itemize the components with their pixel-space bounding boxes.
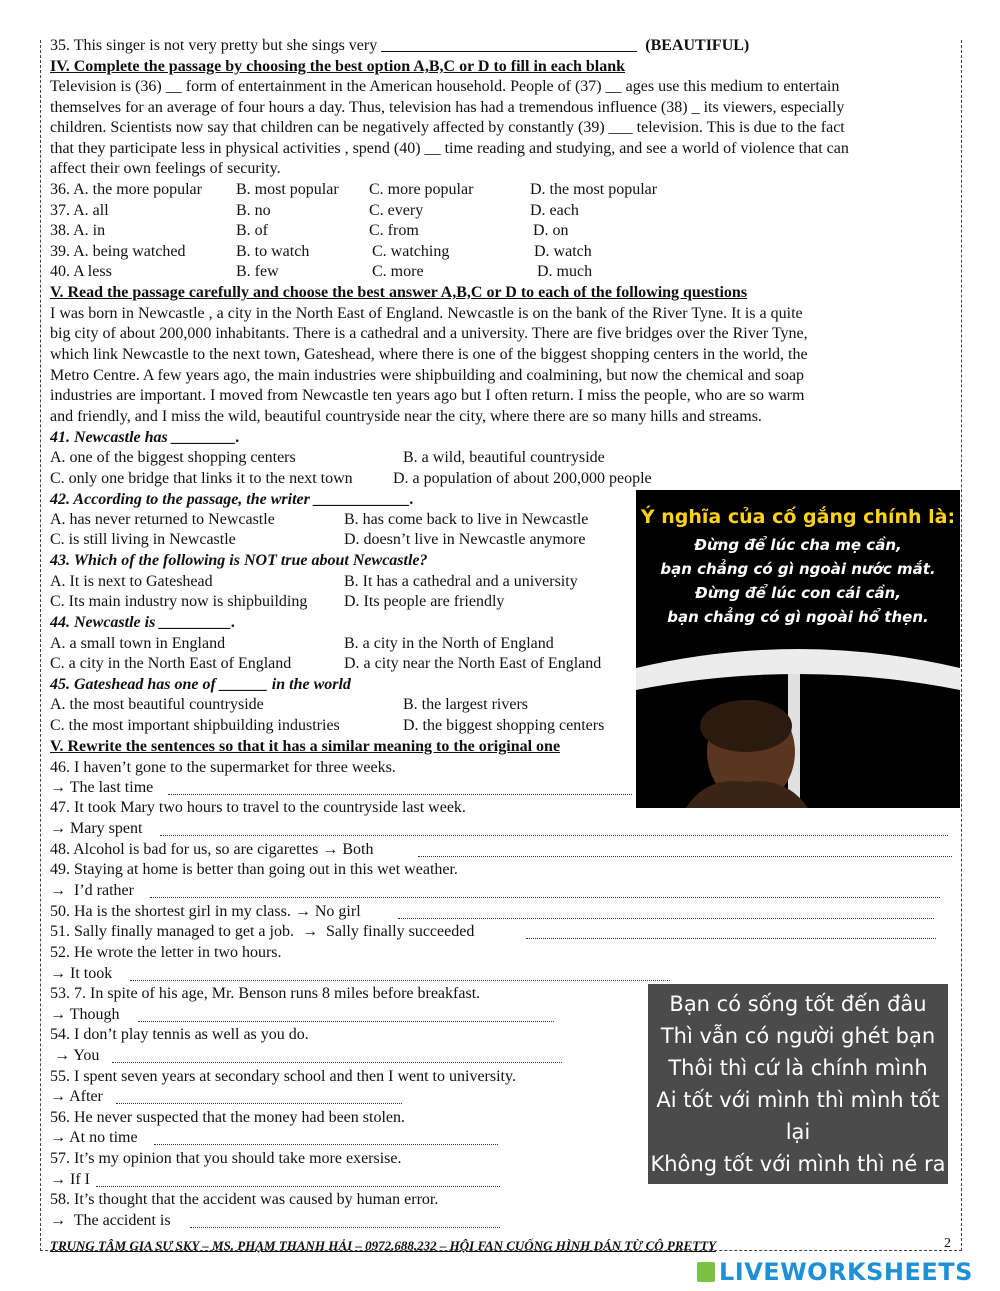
option-b[interactable]: B. It has a cathedral and a university bbox=[344, 573, 578, 590]
option-d[interactable]: D. the most popular bbox=[530, 181, 658, 198]
quote-image-line: bạn chẳng có gì ngoài hổ thẹn. bbox=[667, 608, 929, 626]
quote-image-line: Đừng để lúc cha mẹ cần, bbox=[694, 536, 902, 554]
prompt-53: 53. 7. In spite of his age, Mr. Benson runs 8 miles before breakfast. bbox=[50, 985, 481, 1002]
prompt-58: 58. It’s thought that the accident was caused by human error. bbox=[50, 1191, 439, 1208]
quote-image-text bbox=[648, 984, 948, 1208]
option-a[interactable]: A. It is next to Gateshead bbox=[50, 573, 213, 590]
prompt-48: 48. Alcohol is bad for us, so are cigarettes → Both bbox=[50, 841, 378, 858]
option-c[interactable]: C. a city in the North East of England bbox=[50, 655, 292, 672]
section-4-title: IV. Complete the passage by choosing the best option A,B,C or D to fill in each blank bbox=[50, 58, 626, 75]
option-b[interactable]: B. to watch bbox=[236, 243, 310, 260]
option-a[interactable]: 40. A less bbox=[50, 263, 112, 280]
answer-blank-52[interactable] bbox=[130, 980, 670, 981]
option-b[interactable]: B. the largest rivers bbox=[403, 696, 529, 713]
answer-blank-54[interactable] bbox=[112, 1062, 562, 1063]
answer-blank-48[interactable] bbox=[418, 856, 952, 857]
option-b[interactable]: B. a city in the North of England bbox=[344, 635, 554, 652]
page-number: 2 bbox=[944, 1236, 951, 1251]
question-43-stem: 43. Which of the following is NOT true about Newcastle? bbox=[50, 552, 428, 569]
passage-line: which link Newcastle to the next town, Gateshead, where there is one of the biggest shopping centers in the world, the bbox=[50, 346, 808, 363]
option-c[interactable]: C. watching bbox=[372, 243, 450, 260]
answer-blank-56[interactable] bbox=[154, 1144, 498, 1145]
option-b[interactable]: B. of bbox=[236, 222, 268, 239]
answer-label-57: → If I bbox=[50, 1171, 90, 1188]
option-a[interactable]: 36. A. the more popular bbox=[50, 181, 202, 198]
passage-line: Television is (36) __ form of entertainment in the American household. People of (37) __ ages use this medium to entertain bbox=[50, 78, 840, 95]
option-b[interactable]: B. most popular bbox=[236, 181, 339, 198]
option-d[interactable]: D. doesn’t live in Newcastle anymore bbox=[344, 531, 586, 548]
answer-label-47: → Mary spent bbox=[50, 820, 147, 837]
prompt-52: 52. He wrote the letter in two hours. bbox=[50, 944, 282, 961]
option-b[interactable]: B. no bbox=[236, 202, 271, 219]
option-c[interactable]: C. from bbox=[369, 222, 419, 239]
answer-label-52: → It took bbox=[50, 965, 117, 982]
quote-image-heading: Ý nghĩa của cố gắng chính là: bbox=[640, 506, 956, 528]
answer-label-46: → The last time bbox=[50, 779, 154, 796]
passage-line: affect their own feelings of security. bbox=[50, 160, 281, 177]
prompt-57: 57. It’s my opinion that you should take more exersise. bbox=[50, 1150, 402, 1167]
answer-label-54: → You bbox=[50, 1047, 104, 1064]
answer-label-58: → The accident is bbox=[50, 1212, 175, 1229]
question-35: 35. This singer is not very pretty but she sings very (BEAUTIFUL) bbox=[50, 37, 750, 54]
quote-text-line: Thì vẫn có người ghét bạn bbox=[660, 1024, 936, 1048]
option-a[interactable]: 39. A. being watched bbox=[50, 243, 186, 260]
option-c[interactable]: C. only one bridge that links it to the next town bbox=[50, 470, 353, 487]
passage-line: Metro Centre. A few years ago, the main industries were shipbuilding and coalmining, but now the chemical and soap bbox=[50, 367, 805, 384]
answer-label-56: → At no time bbox=[50, 1129, 142, 1146]
answer-blank-49[interactable] bbox=[150, 897, 940, 898]
question-44-stem: 44. Newcastle is _________. bbox=[50, 614, 236, 631]
answer-label-49: → I’d rather bbox=[50, 882, 138, 899]
option-c[interactable]: C. is still living in Newcastle bbox=[50, 531, 236, 548]
prompt-50: 50. Ha is the shortest girl in my class. → No girl bbox=[50, 903, 361, 920]
answer-blank-55[interactable] bbox=[116, 1103, 402, 1104]
prompt-49: 49. Staying at home is better than going out in this wet weather. bbox=[50, 861, 458, 878]
option-c[interactable]: C. the most important shipbuilding industries bbox=[50, 717, 340, 734]
quote-text-line: Vậy thôi bbox=[754, 1184, 842, 1208]
answer-blank-51[interactable] bbox=[526, 938, 936, 939]
answer-label-53: → Though bbox=[50, 1006, 124, 1023]
question-41-stem: 41. Newcastle has ________. bbox=[50, 429, 240, 446]
option-b[interactable]: B. a wild, beautiful countryside bbox=[403, 449, 605, 466]
option-c[interactable]: C. Its main industry now is shipbuilding bbox=[50, 593, 308, 610]
question-45-stem: 45. Gateshead has one of ______ in the world bbox=[50, 676, 351, 693]
option-d[interactable]: D. Its people are friendly bbox=[344, 593, 505, 610]
option-d[interactable]: D. the biggest shopping centers bbox=[403, 717, 605, 734]
passage-line: and friendly, and I miss the wild, beautiful countryside near the city, where there are so many hills and streams. bbox=[50, 408, 762, 425]
option-a[interactable]: A. one of the biggest shopping centers bbox=[50, 449, 296, 466]
page-footer: TRUNG TÂM GIA SƯ SKY – MS. PHẠM THANH HẢI – 0972.688.232 – HỘI FAN CUỐNG HÌNH DÁN TỪ CÔ PRETTY bbox=[50, 1238, 717, 1253]
section-rewrite-title: V. Rewrite the sentences so that it has a similar meaning to the original one bbox=[50, 738, 561, 755]
quote-image-line: bạn chẳng có gì ngoài nước mắt. bbox=[660, 560, 936, 578]
option-c[interactable]: C. every bbox=[369, 202, 424, 219]
prompt-56: 56. He never suspected that the money had been stolen. bbox=[50, 1109, 405, 1126]
option-d[interactable]: D. watch bbox=[534, 243, 592, 260]
prompt-46: 46. I haven’t gone to the supermarket for three weeks. bbox=[50, 759, 396, 776]
liveworksheets-logo[interactable] bbox=[697, 1258, 973, 1286]
option-d[interactable]: D. on bbox=[533, 222, 569, 239]
option-a[interactable]: 37. A. all bbox=[50, 202, 109, 219]
answer-blank-50[interactable] bbox=[398, 918, 934, 919]
passage-line: children. Scientists now say that children can be negatively affected by constantly (39) ___ television. This is due to the fact bbox=[50, 119, 845, 136]
answer-label-55: → After bbox=[50, 1088, 107, 1105]
answer-blank-47[interactable] bbox=[160, 835, 948, 836]
section-5-title: V. Read the passage carefully and choose the best answer A,B,C or D to each of the following questions bbox=[50, 284, 748, 301]
option-d[interactable]: D. a population of about 200,000 people bbox=[393, 470, 652, 487]
prompt-47: 47. It took Mary two hours to travel to the countryside last week. bbox=[50, 799, 466, 816]
quote-image-line: Đừng để lúc con cái cần, bbox=[695, 584, 901, 602]
passage-line: I was born in Newcastle , a city in the North East of England. Newcastle is on the bank of the River Tyne. It is a quite bbox=[50, 305, 803, 322]
passage-line: big city of about 200,000 inhabitants. There is a cathedral and a university. There are five bridges over the River Tyne, bbox=[50, 325, 808, 342]
logo-tile-icon bbox=[697, 1262, 715, 1282]
prompt-54: 54. I don’t play tennis as well as you do. bbox=[50, 1026, 309, 1043]
option-a[interactable]: A. a small town in England bbox=[50, 635, 226, 652]
passage-line: that they participate less in physical activities , spend (40) __ time reading and studying, and see a world of violence that can bbox=[50, 140, 849, 157]
answer-blank-46[interactable] bbox=[168, 794, 632, 795]
quote-image-umbrella bbox=[636, 490, 960, 808]
passage-line: themselves for an average of four hours a day. Thus, television has had a tremendous influence (38) _ its viewers, especially bbox=[50, 99, 845, 116]
option-c[interactable]: C. more popular bbox=[369, 181, 474, 198]
option-d[interactable]: D. much bbox=[537, 263, 593, 280]
quote-text-line: Ai tốt với mình thì mình tốt lại bbox=[656, 1088, 940, 1144]
option-c[interactable]: C. more bbox=[372, 263, 424, 280]
umbrella-photo bbox=[636, 490, 960, 808]
prompt-51: 51. Sally finally managed to get a job. → Sally finally succeeded bbox=[50, 923, 479, 940]
answer-blank-53[interactable] bbox=[138, 1021, 554, 1022]
quote-text-line: Không tốt với mình thì né ra bbox=[650, 1152, 946, 1176]
option-b[interactable]: B. few bbox=[236, 263, 279, 280]
answer-blank-57[interactable] bbox=[96, 1186, 500, 1187]
option-d[interactable]: D. a city near the North East of England bbox=[344, 655, 602, 672]
answer-blank-58[interactable] bbox=[190, 1227, 500, 1228]
option-a[interactable]: 38. A. in bbox=[50, 222, 106, 239]
option-b[interactable]: B. has come back to live in Newcastle bbox=[344, 511, 589, 528]
prompt-55: 55. I spent seven years at secondary school and then I went to university. bbox=[50, 1068, 516, 1085]
passage-line: industries are important. I moved from Newcastle ten years ago but I often return. I miss the people, who are so warm bbox=[50, 387, 805, 404]
logo-text: LIVEWORKSHEETS bbox=[719, 1258, 973, 1286]
option-d[interactable]: D. each bbox=[530, 202, 579, 219]
option-a[interactable]: A. the most beautiful countryside bbox=[50, 696, 264, 713]
option-a[interactable]: A. has never returned to Newcastle bbox=[50, 511, 275, 528]
question-42-stem: 42. According to the passage, the writer ____________. bbox=[50, 491, 414, 508]
quote-text-line: Bạn có sống tốt đến đâu bbox=[669, 992, 927, 1016]
quote-text-line: Thôi thì cứ là chính mình bbox=[668, 1056, 928, 1080]
